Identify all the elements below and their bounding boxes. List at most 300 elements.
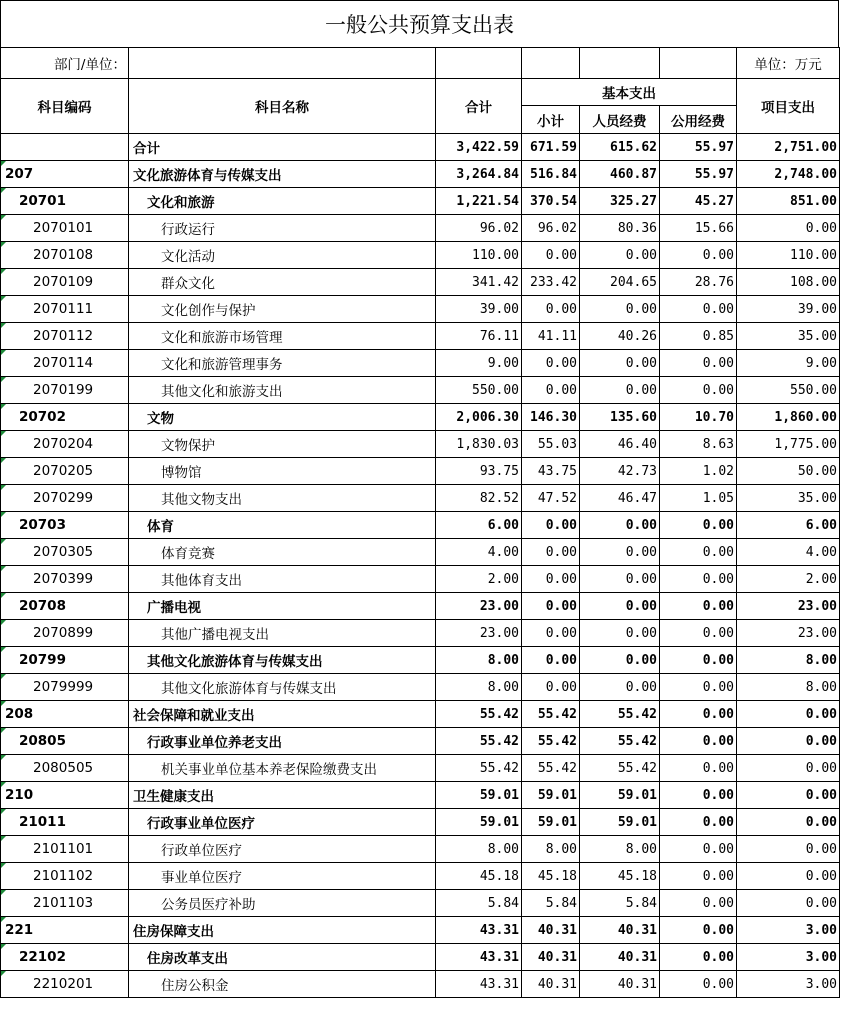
personnel-cell[interactable]: 325.27 bbox=[580, 188, 660, 215]
code-text: 2101102 bbox=[33, 868, 94, 884]
name-cell[interactable]: 住房改革支出 bbox=[129, 944, 436, 971]
name-cell[interactable]: 事业单位医疗 bbox=[129, 863, 436, 890]
code-cell[interactable] bbox=[1, 188, 129, 215]
name-cell[interactable]: 行政事业单位医疗 bbox=[129, 809, 436, 836]
code-text: 2080505 bbox=[33, 760, 94, 776]
public-cell[interactable]: 0.00 bbox=[660, 512, 737, 539]
personnel-cell[interactable]: 59.01 bbox=[580, 782, 660, 809]
table-row bbox=[1, 674, 840, 701]
cell-comment-marker-icon bbox=[1, 566, 6, 571]
public-cell[interactable]: 55.97 bbox=[660, 161, 737, 188]
code-text: 2070112 bbox=[33, 328, 94, 344]
personnel-cell[interactable]: 0.00 bbox=[580, 512, 660, 539]
total-cell[interactable]: 55.42 bbox=[436, 755, 522, 782]
table-row bbox=[1, 701, 840, 728]
public-cell[interactable]: 0.00 bbox=[660, 566, 737, 593]
cell-comment-marker-icon bbox=[1, 485, 6, 490]
code-cell[interactable] bbox=[1, 566, 129, 593]
total-cell[interactable]: 2,006.30 bbox=[436, 404, 522, 431]
public-cell[interactable]: 0.85 bbox=[660, 323, 737, 350]
code-text: 2070101 bbox=[33, 220, 94, 236]
project-cell[interactable]: 0.00 bbox=[737, 809, 840, 836]
public-cell[interactable]: 0.00 bbox=[660, 242, 737, 269]
subtotal-cell[interactable]: 0.00 bbox=[522, 674, 580, 701]
personnel-cell[interactable]: 0.00 bbox=[580, 242, 660, 269]
code-cell[interactable] bbox=[1, 323, 129, 350]
code-cell[interactable] bbox=[1, 917, 129, 944]
project-cell[interactable]: 2.00 bbox=[737, 566, 840, 593]
personnel-cell[interactable]: 45.18 bbox=[580, 863, 660, 890]
name-cell[interactable]: 行政运行 bbox=[129, 215, 436, 242]
total-cell[interactable]: 341.42 bbox=[436, 269, 522, 296]
project-cell[interactable]: 23.00 bbox=[737, 593, 840, 620]
project-cell[interactable]: 0.00 bbox=[737, 215, 840, 242]
personnel-cell[interactable]: 55.42 bbox=[580, 755, 660, 782]
public-cell[interactable]: 0.00 bbox=[660, 377, 737, 404]
project-cell[interactable]: 0.00 bbox=[737, 755, 840, 782]
personnel-cell[interactable]: 46.47 bbox=[580, 485, 660, 512]
name-cell[interactable]: 广播电视 bbox=[129, 593, 436, 620]
personnel-cell[interactable]: 615.62 bbox=[580, 134, 660, 161]
project-cell[interactable]: 23.00 bbox=[737, 620, 840, 647]
code-cell[interactable] bbox=[1, 161, 129, 188]
subtotal-cell[interactable]: 45.18 bbox=[522, 863, 580, 890]
project-cell[interactable]: 4.00 bbox=[737, 539, 840, 566]
project-cell[interactable]: 8.00 bbox=[737, 647, 840, 674]
public-cell[interactable]: 0.00 bbox=[660, 296, 737, 323]
code-text: 2070199 bbox=[33, 382, 94, 398]
public-cell[interactable]: 0.00 bbox=[660, 944, 737, 971]
public-cell[interactable]: 0.00 bbox=[660, 890, 737, 917]
cell-comment-marker-icon bbox=[1, 404, 6, 409]
total-cell[interactable]: 8.00 bbox=[436, 647, 522, 674]
subtotal-cell[interactable]: 55.03 bbox=[522, 431, 580, 458]
total-cell[interactable]: 110.00 bbox=[436, 242, 522, 269]
code-cell[interactable] bbox=[1, 350, 129, 377]
meta-row bbox=[1, 48, 840, 79]
total-cell[interactable]: 550.00 bbox=[436, 377, 522, 404]
cell-comment-marker-icon bbox=[1, 944, 6, 949]
code-cell[interactable] bbox=[1, 674, 129, 701]
name-cell[interactable]: 文化旅游体育与传媒支出 bbox=[129, 161, 436, 188]
subtotal-cell[interactable]: 43.75 bbox=[522, 458, 580, 485]
subtotal-cell[interactable]: 146.30 bbox=[522, 404, 580, 431]
subtotal-cell[interactable]: 55.42 bbox=[522, 728, 580, 755]
header-subtotal[interactable]: 小计 bbox=[522, 106, 580, 134]
total-cell[interactable]: 45.18 bbox=[436, 863, 522, 890]
personnel-cell[interactable]: 0.00 bbox=[580, 674, 660, 701]
personnel-cell[interactable]: 204.65 bbox=[580, 269, 660, 296]
code-cell[interactable] bbox=[1, 512, 129, 539]
code-text: 2070114 bbox=[33, 355, 94, 371]
total-cell[interactable]: 55.42 bbox=[436, 728, 522, 755]
subtotal-cell[interactable]: 59.01 bbox=[522, 809, 580, 836]
code-cell[interactable] bbox=[1, 620, 129, 647]
subtotal-cell[interactable]: 40.31 bbox=[522, 971, 580, 998]
project-cell[interactable]: 108.00 bbox=[737, 269, 840, 296]
total-cell[interactable]: 4.00 bbox=[436, 539, 522, 566]
public-cell[interactable]: 0.00 bbox=[660, 539, 737, 566]
name-cell[interactable]: 其他体育支出 bbox=[129, 566, 436, 593]
public-cell[interactable]: 1.02 bbox=[660, 458, 737, 485]
subtotal-cell[interactable]: 0.00 bbox=[522, 539, 580, 566]
table-row bbox=[1, 782, 840, 809]
personnel-cell[interactable]: 46.40 bbox=[580, 431, 660, 458]
name-cell[interactable]: 文化和旅游市场管理 bbox=[129, 323, 436, 350]
code-cell[interactable] bbox=[1, 890, 129, 917]
personnel-cell[interactable]: 8.00 bbox=[580, 836, 660, 863]
public-cell[interactable]: 0.00 bbox=[660, 647, 737, 674]
cell-comment-marker-icon bbox=[1, 809, 6, 814]
cell-comment-marker-icon bbox=[1, 674, 6, 679]
total-cell[interactable]: 59.01 bbox=[436, 782, 522, 809]
total-cell[interactable]: 5.84 bbox=[436, 890, 522, 917]
subtotal-cell[interactable]: 0.00 bbox=[522, 593, 580, 620]
meta-empty-cell[interactable] bbox=[580, 48, 660, 79]
project-cell[interactable]: 6.00 bbox=[737, 512, 840, 539]
public-cell[interactable]: 55.97 bbox=[660, 134, 737, 161]
cell-comment-marker-icon bbox=[1, 647, 6, 652]
code-cell[interactable] bbox=[1, 647, 129, 674]
total-cell[interactable]: 2.00 bbox=[436, 566, 522, 593]
header-public[interactable]: 公用经费 bbox=[660, 106, 737, 134]
dept-value-cell[interactable] bbox=[129, 48, 436, 79]
total-cell[interactable]: 3,264.84 bbox=[436, 161, 522, 188]
code-cell[interactable] bbox=[1, 377, 129, 404]
total-cell[interactable]: 9.00 bbox=[436, 350, 522, 377]
subtotal-cell[interactable]: 8.00 bbox=[522, 836, 580, 863]
code-cell[interactable] bbox=[1, 485, 129, 512]
cell-comment-marker-icon bbox=[1, 242, 6, 247]
cell-comment-marker-icon bbox=[1, 593, 6, 598]
cell-comment-marker-icon bbox=[1, 512, 6, 517]
public-cell[interactable]: 0.00 bbox=[660, 728, 737, 755]
cell-comment-marker-icon bbox=[1, 890, 6, 895]
name-cell[interactable]: 文化和旅游管理事务 bbox=[129, 350, 436, 377]
header-total[interactable]: 合计 bbox=[436, 79, 522, 134]
public-cell[interactable]: 15.66 bbox=[660, 215, 737, 242]
project-cell[interactable]: 851.00 bbox=[737, 188, 840, 215]
cell-comment-marker-icon bbox=[1, 782, 6, 787]
header-project[interactable]: 项目支出 bbox=[737, 79, 840, 134]
subtotal-cell[interactable]: 0.00 bbox=[522, 647, 580, 674]
sheet-title: 一般公共预算支出表 bbox=[0, 0, 839, 48]
subtotal-cell[interactable]: 41.11 bbox=[522, 323, 580, 350]
code-cell[interactable] bbox=[1, 863, 129, 890]
table-row bbox=[1, 458, 840, 485]
table-row bbox=[1, 485, 840, 512]
personnel-cell[interactable]: 40.26 bbox=[580, 323, 660, 350]
project-cell[interactable]: 1,860.00 bbox=[737, 404, 840, 431]
public-cell[interactable]: 45.27 bbox=[660, 188, 737, 215]
name-cell[interactable]: 住房公积金 bbox=[129, 971, 436, 998]
subtotal-cell[interactable]: 516.84 bbox=[522, 161, 580, 188]
name-cell[interactable]: 文化创作与保护 bbox=[129, 296, 436, 323]
code-text: 2070111 bbox=[33, 301, 94, 317]
subtotal-cell[interactable]: 0.00 bbox=[522, 350, 580, 377]
code-text: 20805 bbox=[19, 733, 66, 749]
personnel-cell[interactable]: 59.01 bbox=[580, 809, 660, 836]
personnel-cell[interactable]: 0.00 bbox=[580, 296, 660, 323]
code-cell[interactable] bbox=[1, 809, 129, 836]
code-text: 210 bbox=[5, 787, 34, 803]
project-cell[interactable]: 39.00 bbox=[737, 296, 840, 323]
name-cell[interactable]: 体育竞赛 bbox=[129, 539, 436, 566]
table-row bbox=[1, 161, 840, 188]
subtotal-cell[interactable]: 370.54 bbox=[522, 188, 580, 215]
project-cell[interactable]: 0.00 bbox=[737, 863, 840, 890]
project-cell[interactable]: 110.00 bbox=[737, 242, 840, 269]
project-cell[interactable]: 0.00 bbox=[737, 728, 840, 755]
table-row bbox=[1, 323, 840, 350]
table-row bbox=[1, 836, 840, 863]
code-text: 2101103 bbox=[33, 895, 94, 911]
code-cell[interactable] bbox=[1, 269, 129, 296]
table-row bbox=[1, 134, 840, 161]
unit-label-cell[interactable]: 单位：万元 bbox=[737, 48, 840, 79]
subtotal-cell[interactable]: 5.84 bbox=[522, 890, 580, 917]
subtotal-cell[interactable]: 40.31 bbox=[522, 917, 580, 944]
cell-comment-marker-icon bbox=[1, 296, 6, 301]
personnel-cell[interactable]: 0.00 bbox=[580, 566, 660, 593]
code-cell[interactable] bbox=[1, 134, 129, 161]
public-cell[interactable]: 10.70 bbox=[660, 404, 737, 431]
total-cell[interactable]: 1,830.03 bbox=[436, 431, 522, 458]
project-cell[interactable]: 3.00 bbox=[737, 971, 840, 998]
project-cell[interactable]: 1,775.00 bbox=[737, 431, 840, 458]
subtotal-cell[interactable]: 0.00 bbox=[522, 566, 580, 593]
table-row bbox=[1, 917, 840, 944]
project-cell[interactable]: 0.00 bbox=[737, 890, 840, 917]
code-cell[interactable] bbox=[1, 836, 129, 863]
subtotal-cell[interactable]: 233.42 bbox=[522, 269, 580, 296]
budget-table bbox=[0, 47, 840, 998]
name-cell[interactable]: 住房保障支出 bbox=[129, 917, 436, 944]
code-cell[interactable] bbox=[1, 215, 129, 242]
code-text: 2070205 bbox=[33, 463, 94, 479]
code-text: 2070109 bbox=[33, 274, 94, 290]
public-cell[interactable]: 0.00 bbox=[660, 620, 737, 647]
code-cell[interactable] bbox=[1, 782, 129, 809]
personnel-cell[interactable]: 55.42 bbox=[580, 728, 660, 755]
personnel-cell[interactable]: 55.42 bbox=[580, 701, 660, 728]
total-cell[interactable]: 55.42 bbox=[436, 701, 522, 728]
name-cell[interactable]: 行政事业单位养老支出 bbox=[129, 728, 436, 755]
total-cell[interactable]: 82.52 bbox=[436, 485, 522, 512]
cell-comment-marker-icon bbox=[1, 269, 6, 274]
project-cell[interactable]: 8.00 bbox=[737, 674, 840, 701]
public-cell[interactable]: 0.00 bbox=[660, 701, 737, 728]
public-cell[interactable]: 0.00 bbox=[660, 674, 737, 701]
code-text: 2070399 bbox=[33, 571, 94, 587]
name-cell[interactable]: 其他文物支出 bbox=[129, 485, 436, 512]
public-cell[interactable]: 0.00 bbox=[660, 782, 737, 809]
code-text: 2070108 bbox=[33, 247, 94, 263]
subtotal-cell[interactable]: 96.02 bbox=[522, 215, 580, 242]
total-cell[interactable]: 93.75 bbox=[436, 458, 522, 485]
project-cell[interactable]: 0.00 bbox=[737, 836, 840, 863]
subtotal-cell[interactable]: 671.59 bbox=[522, 134, 580, 161]
subtotal-cell[interactable]: 0.00 bbox=[522, 296, 580, 323]
name-cell[interactable]: 卫生健康支出 bbox=[129, 782, 436, 809]
personnel-cell[interactable]: 40.31 bbox=[580, 944, 660, 971]
public-cell[interactable]: 0.00 bbox=[660, 755, 737, 782]
subtotal-cell[interactable]: 59.01 bbox=[522, 782, 580, 809]
code-cell[interactable] bbox=[1, 296, 129, 323]
personnel-cell[interactable]: 40.31 bbox=[580, 917, 660, 944]
name-cell[interactable]: 公务员医疗补助 bbox=[129, 890, 436, 917]
project-cell[interactable]: 35.00 bbox=[737, 323, 840, 350]
personnel-cell[interactable]: 0.00 bbox=[580, 350, 660, 377]
public-cell[interactable]: 0.00 bbox=[660, 971, 737, 998]
total-cell[interactable]: 43.31 bbox=[436, 944, 522, 971]
project-cell[interactable]: 3.00 bbox=[737, 944, 840, 971]
total-cell[interactable]: 23.00 bbox=[436, 620, 522, 647]
project-cell[interactable]: 2,748.00 bbox=[737, 161, 840, 188]
project-cell[interactable]: 550.00 bbox=[737, 377, 840, 404]
name-cell[interactable]: 文化活动 bbox=[129, 242, 436, 269]
code-cell[interactable] bbox=[1, 944, 129, 971]
header-code[interactable]: 科目编码 bbox=[1, 79, 129, 134]
personnel-cell[interactable]: 460.87 bbox=[580, 161, 660, 188]
personnel-cell[interactable]: 0.00 bbox=[580, 647, 660, 674]
total-cell[interactable]: 43.31 bbox=[436, 917, 522, 944]
public-cell[interactable]: 0.00 bbox=[660, 350, 737, 377]
total-cell[interactable]: 8.00 bbox=[436, 836, 522, 863]
header-personnel[interactable]: 人员经费 bbox=[580, 106, 660, 134]
public-cell[interactable]: 0.00 bbox=[660, 836, 737, 863]
total-cell[interactable]: 76.11 bbox=[436, 323, 522, 350]
total-cell[interactable]: 23.00 bbox=[436, 593, 522, 620]
name-cell[interactable]: 其他广播电视支出 bbox=[129, 620, 436, 647]
table-row bbox=[1, 593, 840, 620]
name-cell[interactable]: 其他文化和旅游支出 bbox=[129, 377, 436, 404]
name-cell[interactable]: 体育 bbox=[129, 512, 436, 539]
personnel-cell[interactable]: 0.00 bbox=[580, 593, 660, 620]
subtotal-cell[interactable]: 0.00 bbox=[522, 377, 580, 404]
subtotal-cell[interactable]: 47.52 bbox=[522, 485, 580, 512]
code-text: 20799 bbox=[19, 652, 66, 668]
public-cell[interactable]: 0.00 bbox=[660, 809, 737, 836]
code-cell[interactable] bbox=[1, 539, 129, 566]
meta-empty-cell[interactable] bbox=[436, 48, 522, 79]
project-cell[interactable]: 9.00 bbox=[737, 350, 840, 377]
code-cell[interactable] bbox=[1, 728, 129, 755]
subtotal-cell[interactable]: 0.00 bbox=[522, 242, 580, 269]
code-cell[interactable] bbox=[1, 701, 129, 728]
name-cell[interactable]: 文物保护 bbox=[129, 431, 436, 458]
total-cell[interactable]: 96.02 bbox=[436, 215, 522, 242]
personnel-cell[interactable]: 0.00 bbox=[580, 377, 660, 404]
code-cell[interactable] bbox=[1, 593, 129, 620]
cell-comment-marker-icon bbox=[1, 755, 6, 760]
name-cell[interactable]: 博物馆 bbox=[129, 458, 436, 485]
total-cell[interactable]: 8.00 bbox=[436, 674, 522, 701]
cell-comment-marker-icon bbox=[1, 431, 6, 436]
total-cell[interactable]: 6.00 bbox=[436, 512, 522, 539]
personnel-cell[interactable]: 40.31 bbox=[580, 971, 660, 998]
table-row bbox=[1, 539, 840, 566]
meta-empty-cell[interactable] bbox=[660, 48, 737, 79]
project-cell[interactable]: 35.00 bbox=[737, 485, 840, 512]
subtotal-cell[interactable]: 40.31 bbox=[522, 944, 580, 971]
personnel-cell[interactable]: 42.73 bbox=[580, 458, 660, 485]
dept-label-cell[interactable]: 部门/单位： bbox=[1, 48, 129, 79]
table-row bbox=[1, 377, 840, 404]
project-cell[interactable]: 0.00 bbox=[737, 782, 840, 809]
personnel-cell[interactable]: 80.36 bbox=[580, 215, 660, 242]
table-row bbox=[1, 242, 840, 269]
code-text: 2070899 bbox=[33, 625, 94, 641]
cell-comment-marker-icon bbox=[1, 350, 6, 355]
personnel-cell[interactable]: 0.00 bbox=[580, 539, 660, 566]
subtotal-cell[interactable]: 55.42 bbox=[522, 701, 580, 728]
public-cell[interactable]: 8.63 bbox=[660, 431, 737, 458]
public-cell[interactable]: 28.76 bbox=[660, 269, 737, 296]
table-row bbox=[1, 350, 840, 377]
code-text: 207 bbox=[5, 166, 34, 182]
public-cell[interactable]: 0.00 bbox=[660, 917, 737, 944]
meta-empty-cell[interactable] bbox=[522, 48, 580, 79]
table-row bbox=[1, 404, 840, 431]
code-text: 2070299 bbox=[33, 490, 94, 506]
subtotal-cell[interactable]: 0.00 bbox=[522, 512, 580, 539]
code-text: 2070204 bbox=[33, 436, 94, 452]
code-text: 2070305 bbox=[33, 544, 94, 560]
header-name[interactable]: 科目名称 bbox=[129, 79, 436, 134]
code-text: 2079999 bbox=[33, 679, 94, 695]
total-cell[interactable]: 3,422.59 bbox=[436, 134, 522, 161]
table-row bbox=[1, 512, 840, 539]
personnel-cell[interactable]: 135.60 bbox=[580, 404, 660, 431]
cell-comment-marker-icon bbox=[1, 458, 6, 463]
code-cell[interactable] bbox=[1, 242, 129, 269]
subtotal-cell[interactable]: 55.42 bbox=[522, 755, 580, 782]
name-cell[interactable]: 机关事业单位基本养老保险缴费支出 bbox=[129, 755, 436, 782]
project-cell[interactable]: 3.00 bbox=[737, 917, 840, 944]
name-cell[interactable]: 社会保障和就业支出 bbox=[129, 701, 436, 728]
code-cell[interactable] bbox=[1, 755, 129, 782]
name-cell[interactable]: 合计 bbox=[129, 134, 436, 161]
header-basic[interactable]: 基本支出 bbox=[522, 79, 737, 106]
total-cell[interactable]: 43.31 bbox=[436, 971, 522, 998]
subtotal-cell[interactable]: 0.00 bbox=[522, 620, 580, 647]
public-cell[interactable]: 0.00 bbox=[660, 593, 737, 620]
name-cell[interactable]: 文化和旅游 bbox=[129, 188, 436, 215]
public-cell[interactable]: 1.05 bbox=[660, 485, 737, 512]
name-cell[interactable]: 文物 bbox=[129, 404, 436, 431]
name-cell[interactable]: 行政单位医疗 bbox=[129, 836, 436, 863]
total-cell[interactable]: 39.00 bbox=[436, 296, 522, 323]
name-cell[interactable]: 群众文化 bbox=[129, 269, 436, 296]
code-cell[interactable] bbox=[1, 971, 129, 998]
personnel-cell[interactable]: 0.00 bbox=[580, 620, 660, 647]
code-cell[interactable] bbox=[1, 404, 129, 431]
code-cell[interactable] bbox=[1, 431, 129, 458]
project-cell[interactable]: 50.00 bbox=[737, 458, 840, 485]
name-cell[interactable]: 其他文化旅游体育与传媒支出 bbox=[129, 647, 436, 674]
total-cell[interactable]: 59.01 bbox=[436, 809, 522, 836]
project-cell[interactable]: 0.00 bbox=[737, 701, 840, 728]
name-cell[interactable]: 其他文化旅游体育与传媒支出 bbox=[129, 674, 436, 701]
project-cell[interactable]: 2,751.00 bbox=[737, 134, 840, 161]
public-cell[interactable]: 0.00 bbox=[660, 863, 737, 890]
cell-comment-marker-icon bbox=[1, 215, 6, 220]
code-cell[interactable] bbox=[1, 458, 129, 485]
total-cell[interactable]: 1,221.54 bbox=[436, 188, 522, 215]
personnel-cell[interactable]: 5.84 bbox=[580, 890, 660, 917]
code-text: 20702 bbox=[19, 409, 66, 425]
